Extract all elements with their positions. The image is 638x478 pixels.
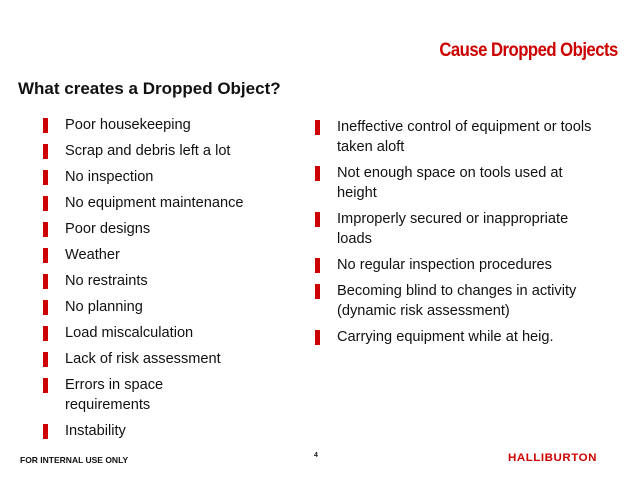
- list-item-text: Lack of risk assessment: [65, 351, 221, 367]
- list-item: [43, 115, 283, 135]
- list-item-text: Not enough space on tools used at height: [337, 165, 563, 201]
- list-item: [315, 327, 615, 347]
- bullet-bar-icon: [43, 274, 48, 289]
- list-item-text: Errors in space requirements: [65, 377, 164, 413]
- list-item: [43, 271, 283, 291]
- bullet-bar-icon: [43, 326, 48, 341]
- list-item-text: Carrying equipment while at heig.: [337, 329, 554, 345]
- bullet-bar-icon: [315, 120, 320, 135]
- list-item-text: No planning: [65, 299, 143, 315]
- list-item: [43, 375, 195, 415]
- list-item-text: No regular inspection procedures: [337, 257, 552, 273]
- list-item: [315, 117, 592, 157]
- bullet-bar-icon: [43, 248, 48, 263]
- slide-subtitle: What creates a Dropped Object?: [18, 79, 281, 98]
- list-item-text: Poor housekeeping: [65, 117, 191, 133]
- halliburton-logo: HALLIBURTON: [508, 452, 597, 464]
- list-item-text: Scrap and debris left a lot: [65, 143, 231, 159]
- bullet-bar-icon: [43, 196, 48, 211]
- list-item: [43, 297, 283, 317]
- list-item: [315, 255, 615, 275]
- right-bullet-list: [315, 117, 615, 353]
- bullet-bar-icon: [315, 284, 320, 299]
- list-item-text: Load miscalculation: [65, 325, 194, 341]
- bullet-bar-icon: [43, 222, 48, 237]
- list-item: [43, 421, 283, 441]
- bullet-bar-icon: [315, 258, 320, 273]
- list-item: [43, 323, 283, 343]
- list-item-text: Instability: [65, 423, 126, 439]
- list-item: [315, 163, 592, 203]
- bullet-bar-icon: [43, 424, 48, 439]
- page-number: 4: [314, 452, 318, 459]
- bullet-bar-icon: [43, 300, 48, 315]
- list-item: [43, 193, 283, 213]
- list-item: [315, 281, 627, 321]
- slide-title: Cause Dropped Objects: [439, 40, 618, 61]
- list-item-text: Ineffective control of equipment or tools taken aloft: [337, 119, 592, 155]
- bullet-bar-icon: [315, 212, 320, 227]
- list-item: [43, 167, 283, 187]
- list-item: [43, 141, 283, 161]
- bullet-bar-icon: [43, 118, 48, 133]
- list-item-text: Poor designs: [65, 221, 151, 237]
- left-bullet-list: [43, 115, 283, 447]
- list-item: [43, 245, 283, 265]
- list-item-text: No restraints: [65, 273, 148, 289]
- bullet-bar-icon: [43, 352, 48, 367]
- bullet-bar-icon: [315, 166, 320, 181]
- list-item-text: Improperly secured or inappropriate loads: [337, 211, 569, 247]
- classification-label: FOR INTERNAL USE ONLY: [20, 455, 129, 465]
- list-item: [315, 209, 607, 249]
- bullet-bar-icon: [43, 170, 48, 185]
- bullet-bar-icon: [43, 144, 48, 159]
- bullet-bar-icon: [43, 378, 48, 393]
- list-item-text: No inspection: [65, 169, 154, 185]
- list-item-text: No equipment maintenance: [65, 195, 244, 211]
- list-item-text: Becoming blind to changes in activity (dynamic risk assessment): [337, 283, 577, 319]
- bullet-bar-icon: [315, 330, 320, 345]
- list-item: [43, 219, 283, 239]
- list-item: [43, 349, 283, 369]
- list-item-text: Weather: [65, 247, 120, 263]
